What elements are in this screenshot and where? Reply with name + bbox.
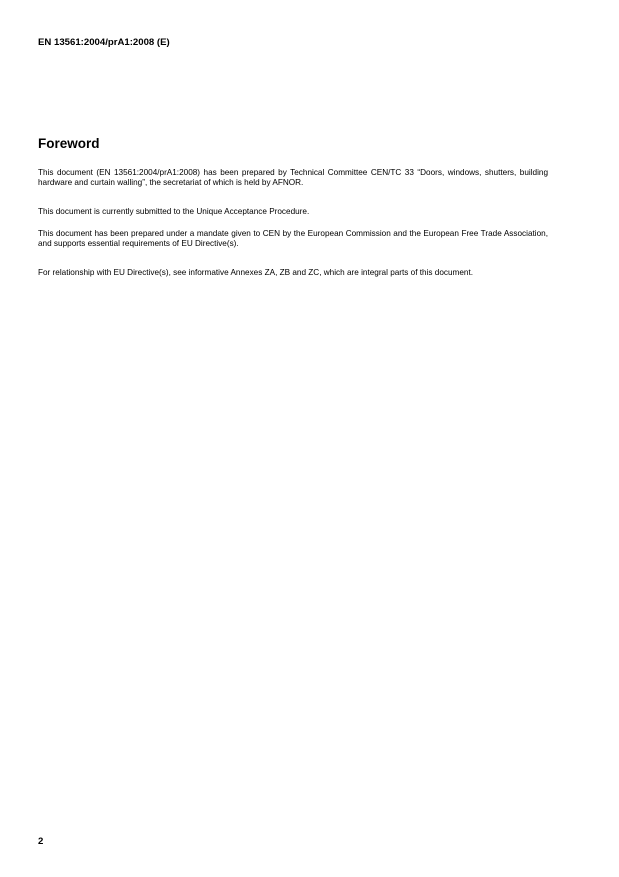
page-number: 2 [38, 836, 44, 847]
section-heading-foreword: Foreword [38, 136, 100, 151]
foreword-paragraph: For relationship with EU Directive(s), see informative Annexes ZA, ZB and ZC, which are integral parts of this document. [38, 268, 474, 277]
foreword-paragraph: This document (EN 13561:2004/prA1:2008) has been prepared by Technical Committee CEN/TC 33 “Doors, windows, shutters, building hardware and curtain walling”, the secretariat of which is held by AFNOR. [38, 168, 548, 188]
document-header: EN 13561:2004/prA1:2008 (E) [38, 37, 170, 48]
foreword-paragraph: This document has been prepared under a mandate given to CEN by the European Commission and the European Free Trade Association, and supports essential requirements of EU Directive(s). [38, 229, 548, 249]
foreword-paragraph: This document is currently submitted to the Unique Acceptance Procedure. [38, 207, 310, 216]
